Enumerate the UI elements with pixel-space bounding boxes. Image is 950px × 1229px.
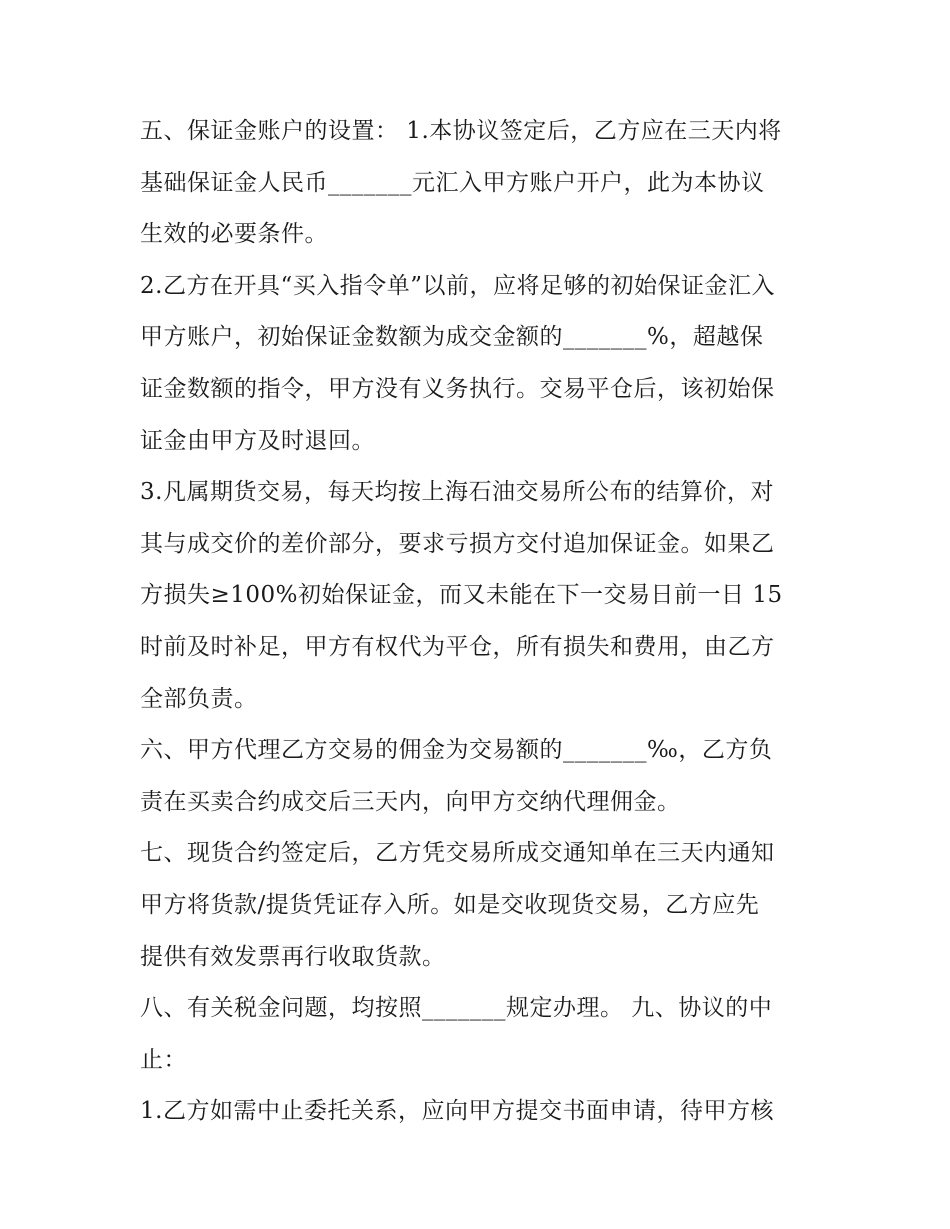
- text-line: 止：: [140, 1046, 187, 1073]
- text-line: 七、现货合约签定后，乙方凭交易所成交通知单在三天内通知: [140, 840, 775, 867]
- text-line: 时前及时补足，甲方有权代为平仓，所有损失和费用，由乙方: [140, 633, 775, 660]
- text-line: 五、保证金账户的设置： 1.本协议签定后，乙方应在三天内将: [140, 118, 782, 144]
- text-line: 八、有关税金问题，均按照_______规定办理。 九、协议的中: [140, 995, 773, 1022]
- text-line: 提供有效发票再行收取货款。: [140, 943, 446, 970]
- text-line: 全部负责。: [140, 685, 258, 712]
- text-line: 2.乙方在开具“买入指令单”以前，应将足够的初始保证金汇入: [140, 272, 775, 299]
- text-line: 证金数额的指令，甲方没有义务执行。交易平仓后，该初始保: [140, 375, 775, 402]
- text-line: 甲方账户，初始保证金数额为成交金额的_______%，超越保: [140, 324, 764, 351]
- text-line: 其与成交价的差价部分，要求亏损方交付追加保证金。如果乙: [140, 530, 775, 557]
- text-line: 证金由甲方及时退回。: [140, 427, 375, 454]
- text-line: 甲方将货款/提货凭证存入所。如是交收现货交易，乙方应先: [140, 891, 760, 918]
- text-line: 方损失≥100%初始保证金，而又未能在下一交易日前一日 15: [140, 582, 783, 609]
- document-body: [140, 106, 820, 1138]
- text-line: 六、甲方代理乙方交易的佣金为交易额的_______‰，乙方负: [140, 737, 773, 764]
- text-line: 基础保证金人民币_______元汇入甲方账户开户，此为本协议: [140, 169, 765, 196]
- text-line: 3.凡属期货交易，每天均按上海石油交易所公布的结算价，对: [140, 479, 774, 506]
- text-line: 1.乙方如需中止委托关系，应向甲方提交书面申请，待甲方核: [140, 1098, 774, 1125]
- text-line: 责在买卖合约成交后三天内，向甲方交纳代理佣金。: [140, 788, 681, 815]
- text-line: 生效的必要条件。: [140, 221, 328, 248]
